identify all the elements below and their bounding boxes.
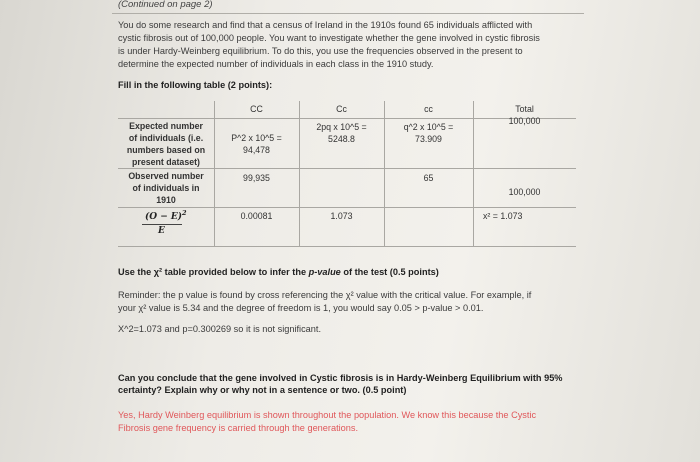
observed-cc: 65: [423, 173, 434, 183]
observed-total: 100,000: [508, 187, 541, 197]
header-Cc: Cc: [336, 104, 347, 114]
header-cc: cc: [424, 104, 433, 114]
row-label-expected: Expected number of individuals (i.e. numbers based on present dataset): [126, 121, 206, 167]
expected-CC: P^2 x 10^5 = 94,478: [231, 133, 282, 155]
reminder-line-2: your χ² value is 5.34 and the degree of freedom is 1, you would say 0.05 > p-value > 0.01.: [118, 303, 484, 313]
expected-Cc: 2pq x 10^5 = 5248.8: [316, 122, 367, 144]
hwe-question-2: certainty? Explain why or why not in a sentence or two. (0.5 point): [118, 385, 407, 395]
hwe-question-1: Can you conclude that the gene involved in Cystic fibrosis is in Hardy-Weinberg Equilibrium with 95%: [118, 373, 563, 383]
hwe-answer-1: Yes, Hardy Weinberg equilibrium is shown throughout the population. We know this because the Cystic: [118, 410, 537, 420]
chi-total: x² = 1.073: [483, 211, 523, 221]
header-CC: CC: [250, 104, 263, 114]
expected-total: 100,000: [508, 116, 541, 126]
pvalue-instruction: Use the χ² table provided below to infer the p-value of the test (0.5 points): [118, 267, 439, 277]
hwe-answer-2: Fibrosis gene frequency is carried through the generations.: [118, 423, 359, 433]
header-total: Total: [515, 104, 534, 114]
observed-CC: 99,935: [243, 173, 270, 183]
pvalue-answer: X^2=1.073 and p=0.300269 so it is not significant.: [118, 324, 322, 334]
expected-cc: q^2 x 10^5 = 73.909: [403, 122, 454, 144]
reminder-line-1: Reminder: the p value is found by cross referencing the χ² value with the critical value. For example, if: [118, 290, 532, 300]
table-instruction: Fill in the following table (2 points):: [118, 80, 273, 90]
worksheet-page: (Continued on page 2) You do some research and find that a census of Ireland in the 1910s found 65 individuals afflicted with cystic fibrosis out of 100,000 people. You want to investigate whether the gene involved in cystic fibrosis is under Hardy-Weinberg equilibrium. To do this, you use the frequencies observed in the present to determine the expected number of individuals in each class in the 1910 study. Fill in the following table (2 points): CC Cc cc Total Expected number of individuals (i.e. numbers based on present dataset) P^2 x 10^5 = 94,478 2pq x 10^5 = 5248.8 q^2 x 10^5 = 73.909 100,000 Observed number of individuals in 1910 99,935 65 100,000 $(O - E)^2$ E 0.00081 1.073 x² = 1.073 Use the χ² table provided below to infer the p-value of the test (0.5 points) Reminder: the p value is found by cross referencing the χ² value with the critical value. For example, if your χ² value is 5.34 and the degree of freedom is 1, you would say 0.05 > p-value > 0.01. X^2=1.073 and p=0.300269 so it is not significant. Can you conclude that the gene involved in Cystic fibrosis is in Hardy-Weinberg Equilibrium with 95% certainty? Explain why or why not in a sentence or two. (0.5 point) Yes, Hardy Weinberg equilibrium is shown throughout the population. We know this because the Cystic Fibrosis gene frequency is carried through the generations.: [0, 0, 700, 462]
top-divider: [112, 13, 584, 14]
row-label-observed: Observed number of individuals in 1910: [128, 171, 204, 205]
chi-CC: 0.00081: [240, 211, 273, 221]
continued-note: (Continued on page 2): [118, 0, 213, 10]
chi-Cc: 1.073: [330, 211, 353, 221]
